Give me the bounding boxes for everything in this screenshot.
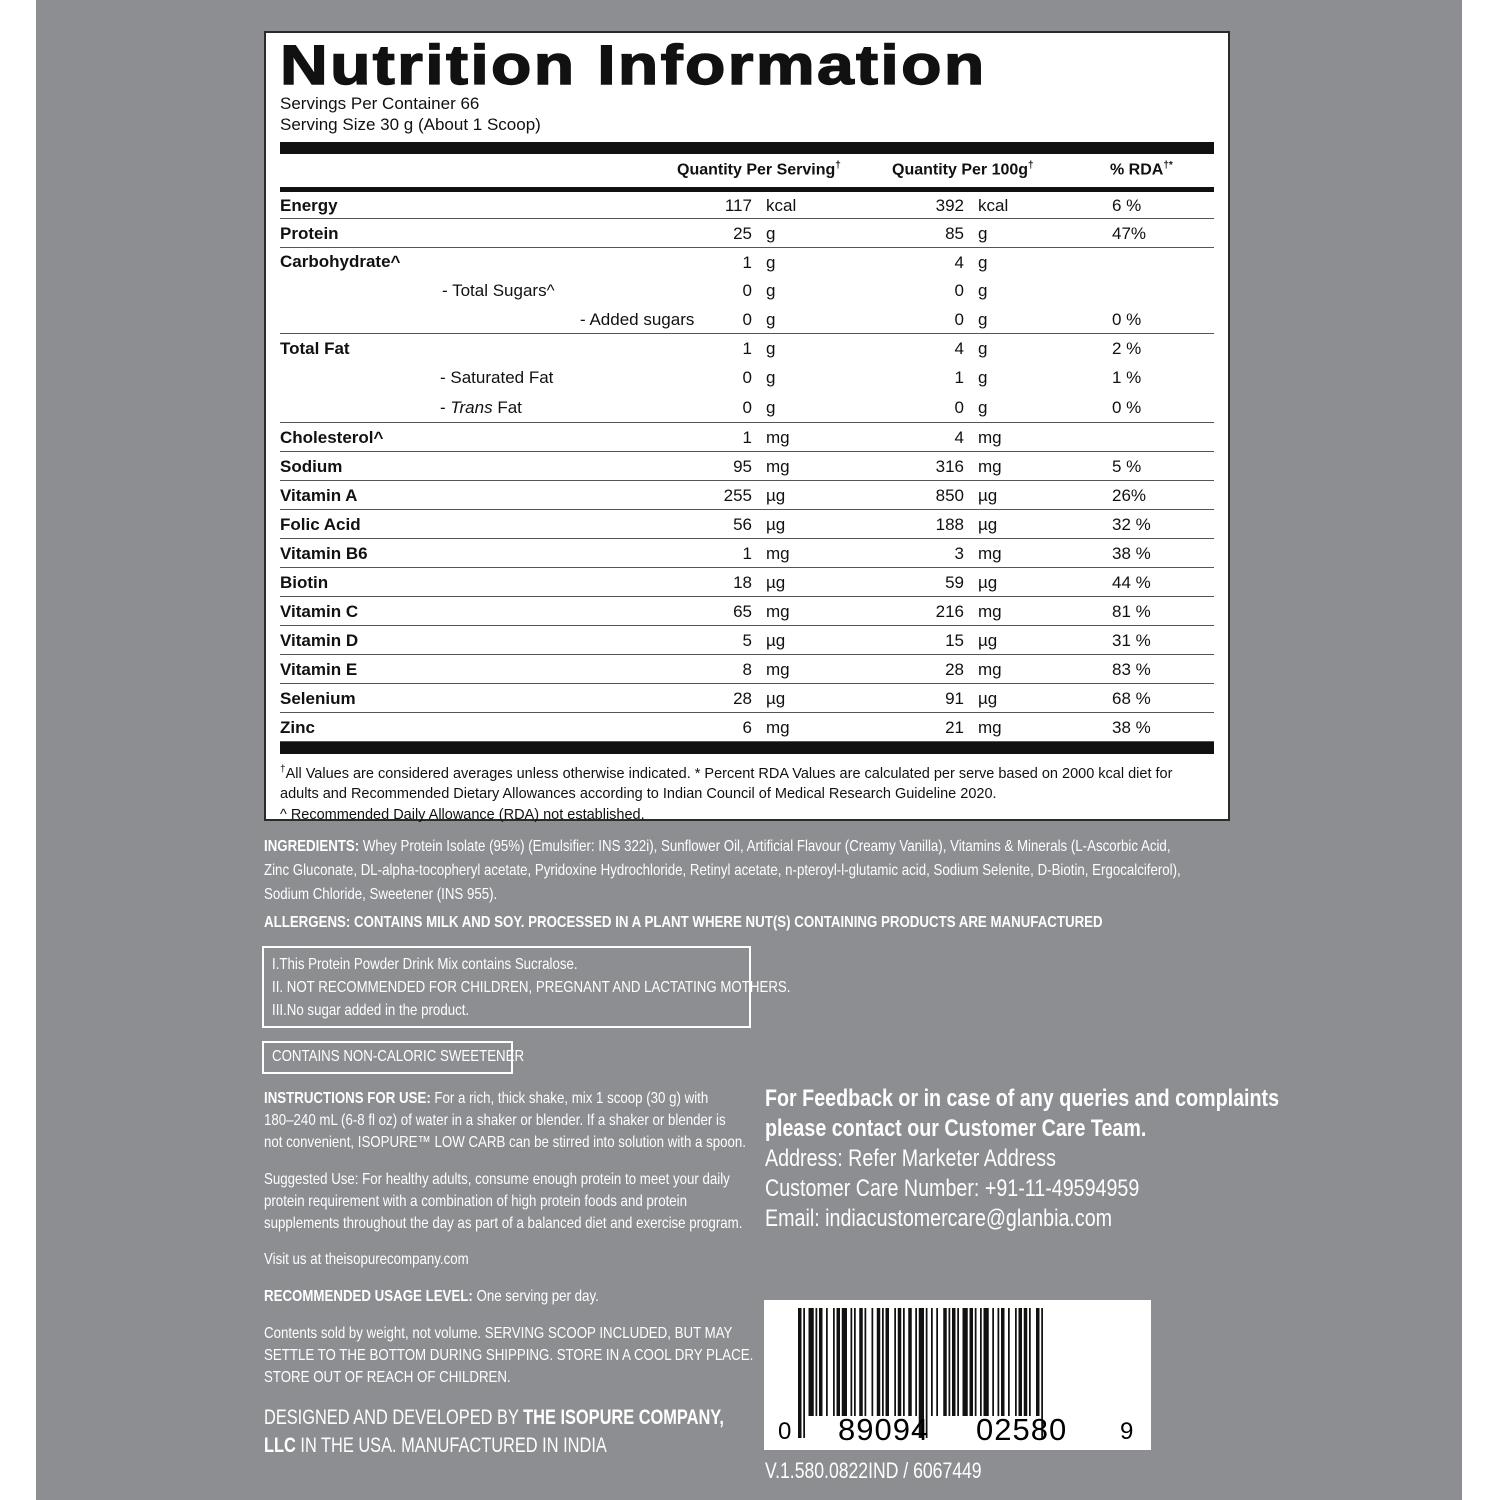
warning-item: III.No sugar added in the product. [272, 1002, 470, 1019]
nutrient-row [280, 452, 1214, 481]
barcode-bar [975, 1308, 977, 1416]
qty-per-serving: 1 [742, 252, 752, 272]
barcode-bar [803, 1308, 805, 1438]
unit-per-100g: mg [978, 456, 1002, 476]
unit-per-serving: µg [766, 630, 786, 650]
unit-per-serving: mg [766, 543, 790, 563]
footnote-line: †All Values are considered averages unless otherwise indicated. * Percent RDA Values are calculated per serve based on 2000 kcal diet for [280, 764, 1173, 782]
rda-percent: 1 % [1112, 367, 1142, 387]
nutrient-name: Biotin [280, 572, 329, 592]
qty-per-100g: 85 [945, 223, 964, 243]
unit-per-100g: g [978, 309, 988, 329]
unit-per-serving: µg [766, 514, 786, 534]
rda-percent: 0 % [1112, 309, 1142, 329]
footnote-line: ^ Recommended Daily Allowance (RDA) not established. [280, 806, 645, 823]
qty-per-serving: 6 [742, 717, 752, 737]
qty-per-100g: 21 [945, 717, 964, 737]
qty-per-100g: 316 [935, 456, 964, 476]
feedback-phone[interactable]: Customer Care Number: +91-11-49594959 [765, 1175, 1140, 1202]
unit-per-serving: g [766, 367, 776, 387]
unit-per-serving: g [766, 309, 776, 329]
nutrient-row [280, 626, 1214, 655]
nutrient-name: Folic Acid [280, 514, 361, 534]
barcode-bar [882, 1308, 884, 1416]
nutrient-name: - Added sugars [580, 309, 695, 329]
unit-per-100g: µg [978, 514, 998, 534]
nutrient-row [280, 481, 1214, 510]
footnote-line: adults and Recommended Dietary Allowances according to Indian Council of Medical Research Guideline 2020. [280, 786, 997, 803]
qty-per-100g: 4 [954, 427, 964, 447]
unit-per-serving: mg [766, 427, 790, 447]
nutrient-row [280, 334, 1214, 363]
barcode-bar [826, 1308, 828, 1416]
nutrient-row [280, 219, 1214, 248]
barcode-bar [819, 1308, 823, 1416]
unit-per-100g: g [978, 281, 988, 300]
rda-percent: 68 % [1112, 688, 1151, 708]
unit-per-serving: mg [766, 659, 790, 679]
unit-per-100g: g [978, 252, 988, 272]
qty-per-serving: 18 [733, 572, 752, 592]
barcode-bar [957, 1308, 959, 1416]
unit-per-serving: kcal [766, 195, 797, 215]
barcode-bar [915, 1308, 917, 1416]
qty-per-serving: 0 [742, 309, 752, 329]
qty-per-100g: 216 [935, 601, 964, 621]
rda-percent: 47% [1112, 223, 1147, 243]
qty-per-serving: 56 [733, 514, 752, 534]
qty-per-100g: 188 [935, 514, 964, 534]
nutrient-row [280, 539, 1214, 568]
barcode-bar [998, 1308, 1000, 1416]
nutrient-row [280, 510, 1214, 539]
rda-percent: 38 % [1112, 543, 1151, 563]
qty-per-serving: 1 [742, 338, 752, 358]
qty-per-100g: 0 [954, 281, 964, 300]
nutrient-row [280, 597, 1214, 626]
barcode-bar [1036, 1308, 1040, 1416]
suggested-use-text: Suggested Use: For healthy adults, consume enough protein to meet your daily protein requirement with a combination of high protein foods and protein supplements throughout the day as part of a balanced diet and exercise program. [264, 1171, 743, 1232]
qty-per-serving: 28 [733, 688, 752, 708]
barcode-bar [980, 1308, 982, 1416]
unit-per-serving: µg [766, 572, 786, 592]
barcode-bar [872, 1308, 874, 1416]
unit-per-serving: g [766, 223, 776, 243]
nutrient-name: - Total Sugars^ [442, 281, 555, 300]
unit-per-100g: µg [978, 630, 998, 650]
qty-per-serving: 0 [742, 367, 752, 387]
serving-size: Serving Size 30 g (About 1 Scoop) [280, 115, 541, 134]
unit-per-100g: g [978, 338, 988, 358]
barcode-bar [894, 1308, 896, 1416]
unit-per-100g: µg [978, 485, 998, 505]
barcode-bar [1024, 1308, 1028, 1416]
unit-per-100g: mg [978, 427, 1002, 447]
divider-bar [280, 142, 1214, 154]
unit-per-serving: g [766, 397, 776, 417]
barcode-bar [854, 1308, 856, 1416]
barcode-bar [809, 1308, 814, 1416]
nutrition-facts-panel [264, 31, 1230, 821]
nutrient-row [280, 568, 1214, 597]
nutrient-row [280, 392, 1214, 423]
barcode-bar [842, 1308, 847, 1416]
nutrient-name: Vitamin C [280, 601, 359, 621]
rda-percent: 81 % [1112, 601, 1151, 621]
nutrient-name: - Saturated Fat [440, 367, 554, 387]
barcode-group-1: 89094 [838, 1412, 930, 1447]
barcode-bar [984, 1308, 989, 1416]
barcode [764, 1300, 1151, 1450]
header-rda: % RDA†* [1110, 160, 1173, 179]
barcode-bar [943, 1308, 947, 1416]
qty-per-serving: 25 [733, 223, 752, 243]
warning-item: I.This Protein Powder Drink Mix contains Sucralose. [272, 956, 578, 973]
nutrient-name: Zinc [280, 717, 315, 737]
qty-per-100g: 0 [954, 397, 964, 417]
rda-percent: 32 % [1112, 514, 1151, 534]
barcode-bar [865, 1308, 867, 1416]
instructions-text: INSTRUCTIONS FOR USE: For a rich, thick shake, mix 1 scoop (30 g) with 180–240 mL (6-8 fl oz) of water in a shaker or blender. If a shaker or blender is not convenient, ISOPURE™ LOW CARB can be stirred into solution with a spoon. [264, 1090, 746, 1151]
nutrient-row [280, 684, 1214, 713]
qty-per-serving: 0 [742, 397, 752, 417]
unit-per-100g: kcal [978, 195, 1009, 215]
warning-item: II. NOT RECOMMENDED FOR CHILDREN, PREGNANT AND LACTATING MOTHERS. [272, 979, 791, 996]
unit-per-serving: mg [766, 456, 790, 476]
barcode-bar [1029, 1308, 1031, 1416]
nutrient-row [280, 713, 1214, 742]
nutrient-row [280, 363, 1214, 392]
unit-per-100g: mg [978, 717, 1002, 737]
barcode-bar [908, 1308, 912, 1416]
qty-per-serving: 1 [742, 427, 752, 447]
barcode-bar [877, 1308, 881, 1416]
qty-per-100g: 3 [954, 543, 964, 563]
rda-percent: 6 % [1112, 195, 1142, 215]
feedback-address: Address: Refer Marketer Address [765, 1145, 1056, 1172]
nutrient-name: Protein [280, 223, 339, 243]
nutrient-name: Energy [280, 195, 338, 215]
feedback-heading: For Feedback or in case of any queries and complaints [765, 1085, 1280, 1112]
contents-text: Contents sold by weight, not volume. SERVING SCOOP INCLUDED, BUT MAY SETTLE TO THE BOTTOM DURING SHIPPING. STORE IN A COOL DRY PLACE. STORE OUT OF REACH OF CHILDREN. [264, 1325, 754, 1386]
header-per-100g: Quantity Per 100g† [892, 160, 1034, 179]
nutrient-row [280, 423, 1214, 452]
website-text: Visit us at theisopurecompany.com [264, 1251, 469, 1268]
barcode-bar [931, 1308, 933, 1416]
nutrient-row [280, 305, 1214, 334]
rda-percent: 83 % [1112, 659, 1151, 679]
unit-per-serving: g [766, 252, 776, 272]
barcode-bar [1015, 1308, 1017, 1416]
divider-bar [280, 742, 1214, 754]
qty-per-100g: 850 [935, 485, 964, 505]
barcode-bar [898, 1308, 902, 1416]
nutrient-name: Selenium [280, 688, 356, 708]
qty-per-serving: 1 [742, 543, 752, 563]
qty-per-100g: 392 [935, 195, 964, 215]
barcode-group-2: 02580 [976, 1412, 1068, 1447]
nutrient-name: Vitamin A [280, 485, 358, 505]
nutrient-name: Cholesterol^ [280, 427, 384, 447]
qty-per-serving: 5 [742, 630, 752, 650]
qty-per-serving: 255 [723, 485, 752, 505]
barcode-bar [1019, 1308, 1023, 1416]
qty-per-100g: 91 [945, 688, 964, 708]
nutrient-row [280, 192, 1214, 219]
barcode-bar [936, 1308, 938, 1416]
feedback-email[interactable]: Email: indiacustomercare@glanbia.com [765, 1205, 1113, 1232]
barcode-bar [837, 1308, 841, 1416]
unit-per-100g: g [978, 223, 988, 243]
designed-by-text: DESIGNED AND DEVELOPED BY THE ISOPURE COMPANY, LLC IN THE USA. MANUFACTURED IN INDIA [264, 1406, 724, 1457]
barcode-left-digit: 0 [778, 1418, 792, 1445]
unit-per-serving: mg [766, 601, 790, 621]
rda-percent: 44 % [1112, 572, 1151, 592]
feedback-block [765, 1084, 1279, 1234]
rda-percent: 31 % [1112, 630, 1151, 650]
usage-level-text: RECOMMENDED USAGE LEVEL: One serving per day. [264, 1288, 599, 1305]
unit-per-100g: mg [978, 601, 1002, 621]
qty-per-100g: 1 [954, 367, 964, 387]
qty-per-100g: 59 [945, 572, 964, 592]
unit-per-serving: µg [766, 688, 786, 708]
nutrition-footnotes [280, 760, 1214, 825]
ingredients-text: INGREDIENTS: Whey Protein Isolate (95%) (Emulsifier: INS 322i), Sunflower Oil, Artificial Flavour (Creamy Vanilla), Vitamins & Minerals (L-Ascorbic Acid, Zinc Gluconate, DL-alpha-tocopheryl acetate, Pyridoxine Hydrochloride, Retinyl acetate, n-pteroyl-l-glutamic acid, Sodium Selenite, D-Biotin, Ergocalciferol), Sodium Chloride, Sweetener (INS 955). [264, 838, 1181, 903]
unit-per-100g: µg [978, 572, 998, 592]
nutrient-name: Vitamin B6 [280, 543, 368, 563]
unit-per-serving: g [766, 281, 776, 300]
qty-per-100g: 4 [954, 252, 964, 272]
nutrient-row [280, 248, 1214, 277]
barcode-bars [764, 1300, 1151, 1450]
nutrient-name: Carbohydrate^ [280, 252, 401, 271]
qty-per-100g: 0 [954, 309, 964, 329]
barcode-bar [816, 1308, 818, 1416]
barcode-bar [952, 1308, 956, 1416]
servings-per-container: Servings Per Container 66 [280, 94, 480, 113]
nutrient-name: Vitamin D [280, 630, 359, 650]
nutrient-name: - Trans Fat [440, 397, 522, 417]
nutrient-name: Vitamin E [280, 659, 358, 679]
rda-percent: 26% [1112, 485, 1147, 505]
feedback-heading: please contact our Customer Care Team. [765, 1115, 1147, 1142]
unit-per-100g: µg [978, 688, 998, 708]
nutrition-header-row [280, 154, 1214, 187]
qty-per-serving: 8 [742, 659, 752, 679]
unit-per-100g: mg [978, 659, 1002, 679]
version-code: V.1.580.0822IND / 6067449 [765, 1458, 982, 1483]
barcode-right-digit: 9 [1120, 1418, 1134, 1445]
rda-percent: 38 % [1112, 717, 1151, 737]
nutrition-title: Nutrition Information [280, 33, 987, 96]
unit-per-serving: µg [766, 485, 786, 505]
qty-per-serving: 0 [742, 281, 752, 300]
nutrient-name: Total Fat [280, 338, 350, 358]
qty-per-100g: 15 [945, 630, 964, 650]
barcode-bar [833, 1308, 835, 1416]
warnings-list [272, 953, 790, 1022]
qty-per-100g: 28 [945, 659, 964, 679]
allergens-text: ALLERGENS: CONTAINS MILK AND SOY. PROCESSED IN A PLANT WHERE NUT(S) CONTAINING PRODUCTS ARE MANUFACTURED [264, 914, 1103, 931]
qty-per-serving: 95 [733, 456, 752, 476]
sweetener-badge: CONTAINS NON-CALORIC SWEETENER [272, 1048, 525, 1065]
nutrient-row [280, 277, 1214, 305]
barcode-bar [992, 1308, 994, 1416]
rda-percent: 2 % [1112, 338, 1142, 358]
nutrient-row [280, 655, 1214, 684]
barcode-bar [1001, 1308, 1005, 1416]
nutrient-rows [280, 192, 1214, 742]
unit-per-100g: g [978, 367, 988, 387]
nutrient-name: Sodium [280, 456, 343, 476]
qty-per-serving: 65 [733, 601, 752, 621]
barcode-bar [949, 1308, 951, 1416]
barcode-bar [798, 1308, 802, 1438]
barcode-bar [859, 1308, 863, 1416]
qty-per-serving: 117 [724, 195, 752, 215]
barcode-bar [970, 1308, 974, 1416]
unit-per-100g: g [978, 397, 988, 417]
unit-per-serving: g [766, 338, 776, 358]
barcode-bar [963, 1308, 968, 1416]
barcode-bar [886, 1308, 890, 1416]
rda-percent: 5 % [1112, 456, 1142, 476]
qty-per-100g: 4 [954, 338, 964, 358]
unit-per-100g: mg [978, 543, 1002, 563]
barcode-bar [1008, 1308, 1010, 1416]
barcode-bar [851, 1308, 853, 1416]
unit-per-serving: mg [766, 717, 790, 737]
header-per-serving: Quantity Per Serving† [677, 160, 841, 179]
barcode-bar [903, 1308, 905, 1416]
rda-percent: 0 % [1112, 397, 1142, 417]
